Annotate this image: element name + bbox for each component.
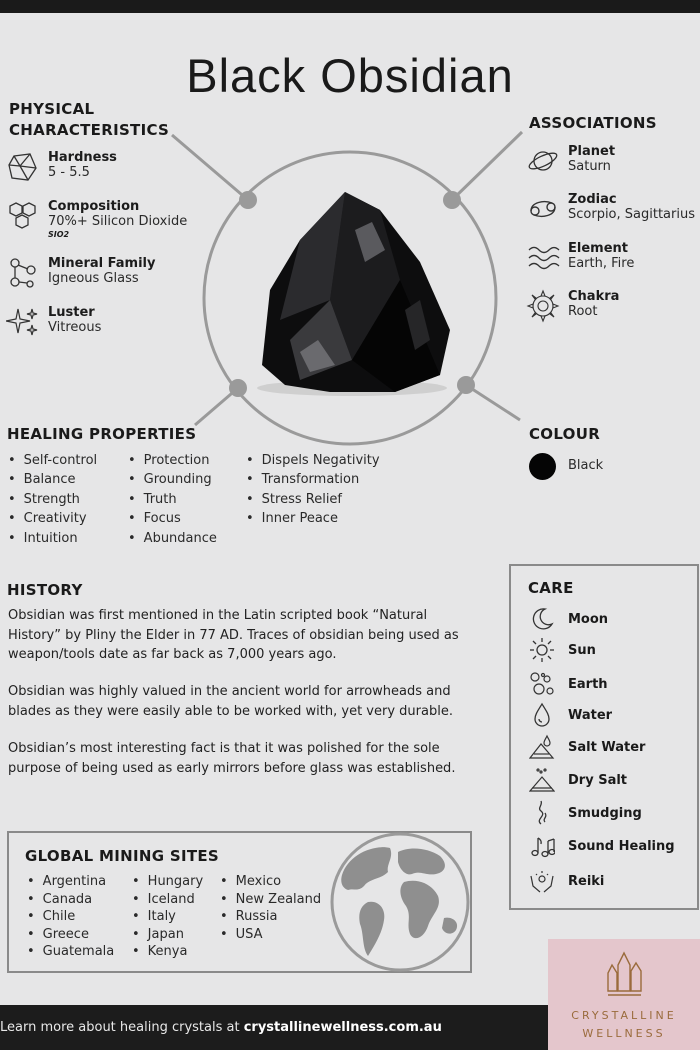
care-item-sun: Sun <box>529 637 596 663</box>
logo-text-line1: CRYSTALLINE <box>571 1009 677 1022</box>
list-item: • Focus <box>128 509 217 528</box>
associations-heading: ASSOCIATIONS <box>529 114 657 132</box>
list-item: • Stress Relief <box>246 490 380 509</box>
mineral-family-item: Mineral Family Igneous Glass <box>6 256 155 290</box>
connector-line <box>466 385 520 420</box>
list-item: • Grounding <box>128 470 217 489</box>
healing-heading: HEALING PROPERTIES <box>7 425 197 443</box>
colour-heading: COLOUR <box>529 425 601 443</box>
history-paragraph: Obsidian was first mentioned in the Latin scripted book “Natural History” by Pliny the Elder in 77 AD. Traces of obsidian being used as weapon/tools date as far back as 7,000 years ago. <box>8 608 459 662</box>
care-heading: CARE <box>528 579 574 597</box>
sun-icon <box>529 637 555 663</box>
sparkle-icon <box>6 305 40 339</box>
mandala-icon <box>526 289 560 323</box>
dry-salt-icon <box>529 767 555 793</box>
planet-item: Planet Saturn <box>526 144 615 178</box>
care-item-reiki: Reiki <box>529 868 604 894</box>
footer-text: Learn more about healing crystals at <box>0 1020 244 1035</box>
history-heading: HISTORY <box>7 581 83 599</box>
music-note-icon <box>529 833 555 859</box>
crystal-icon <box>6 150 40 184</box>
healing-list-1 <box>8 451 97 548</box>
footer-link[interactable]: crystallinewellness.com.au <box>243 1020 442 1035</box>
list-item: • Canada <box>27 891 114 909</box>
list-item: • Chile <box>27 908 114 926</box>
brand-logo <box>548 939 700 1050</box>
list-item: • Guatemala <box>27 943 114 961</box>
care-panel <box>509 564 699 910</box>
list-item: • Hungary <box>132 873 203 891</box>
logo-text-line2: WELLNESS <box>582 1027 666 1040</box>
list-item: • Truth <box>128 490 217 509</box>
composition-item: Composition 70%+ Silicon Dioxide SIO2 <box>6 199 187 240</box>
obsidian-stone <box>257 192 450 396</box>
earth-icon <box>529 671 555 697</box>
mining-list-2 <box>132 873 203 961</box>
connector-dot <box>457 376 475 394</box>
connector-dot <box>229 379 247 397</box>
list-item: • Protection <box>128 451 217 470</box>
care-item-salt-water: Salt Water <box>529 734 645 760</box>
mining-list-3 <box>220 873 321 943</box>
list-item: • Dispels Negativity <box>246 451 380 470</box>
zodiac-icon <box>526 192 560 226</box>
list-item: • Intuition <box>8 529 97 548</box>
mining-list-1 <box>27 873 114 961</box>
connector-line <box>172 135 248 200</box>
hardness-item: Hardness 5 - 5.5 <box>6 150 117 184</box>
care-item-dry-salt: Dry Salt <box>529 767 627 793</box>
connector-dot <box>239 191 257 209</box>
list-item: • Balance <box>8 470 97 489</box>
salt-water-icon <box>529 734 555 760</box>
care-item-sound-healing: Sound Healing <box>529 833 675 859</box>
page-title: Black Obsidian <box>186 49 514 102</box>
water-drop-icon <box>529 702 555 728</box>
list-item: • New Zealand <box>220 891 321 909</box>
connector-line <box>452 132 522 200</box>
hexagons-icon <box>6 199 40 233</box>
element-item: Element Earth, Fire <box>526 241 634 275</box>
healing-list-3 <box>246 451 380 529</box>
care-item-smudging: Smudging <box>529 800 642 826</box>
list-item: • Iceland <box>132 891 203 909</box>
care-item-moon: Moon <box>529 606 608 632</box>
connector-dot <box>443 191 461 209</box>
luster-item: Luster Vitreous <box>6 305 101 339</box>
colour-value: Black <box>568 458 604 473</box>
list-item: • Self-control <box>8 451 97 470</box>
colour-swatch <box>529 453 556 480</box>
saturn-icon <box>526 144 560 178</box>
healing-list-2 <box>128 451 217 548</box>
list-item: • Abundance <box>128 529 217 548</box>
zodiac-item: Zodiac Scorpio, Sagittarius <box>526 192 695 226</box>
smoke-icon <box>529 800 555 826</box>
list-item: • Creativity <box>8 509 97 528</box>
list-item: • Argentina <box>27 873 114 891</box>
list-item: • USA <box>220 926 321 944</box>
mining-heading: GLOBAL MINING SITES <box>25 847 220 865</box>
globe-icon <box>328 830 473 975</box>
waves-icon <box>526 241 560 275</box>
history-paragraph: Obsidian’s most interesting fact is that it was polished for the sole purpose of being used as early mirrors before glass was established. <box>8 741 456 776</box>
list-item: • Italy <box>132 908 203 926</box>
physical-heading: PHYSICAL CHARACTERISTICS <box>9 100 170 139</box>
care-item-earth: Earth <box>529 671 608 697</box>
list-item: • Kenya <box>132 943 203 961</box>
chakra-item: Chakra Root <box>526 289 619 323</box>
moon-icon <box>529 606 555 632</box>
molecule-icon <box>6 256 40 290</box>
care-item-water: Water <box>529 702 612 728</box>
crystal-logo-icon <box>604 951 644 999</box>
list-item: • Transformation <box>246 470 380 489</box>
list-item: • Mexico <box>220 873 321 891</box>
hands-icon <box>529 868 555 894</box>
list-item: • Strength <box>8 490 97 509</box>
history-paragraph: Obsidian was highly valued in the ancient world for arrowheads and blades as they were easily able to be worked with, yet very durable. <box>8 684 453 719</box>
list-item: • Japan <box>132 926 203 944</box>
footer-bar <box>0 1005 548 1050</box>
list-item: • Greece <box>27 926 114 944</box>
list-item: • Russia <box>220 908 321 926</box>
list-item: • Inner Peace <box>246 509 380 528</box>
